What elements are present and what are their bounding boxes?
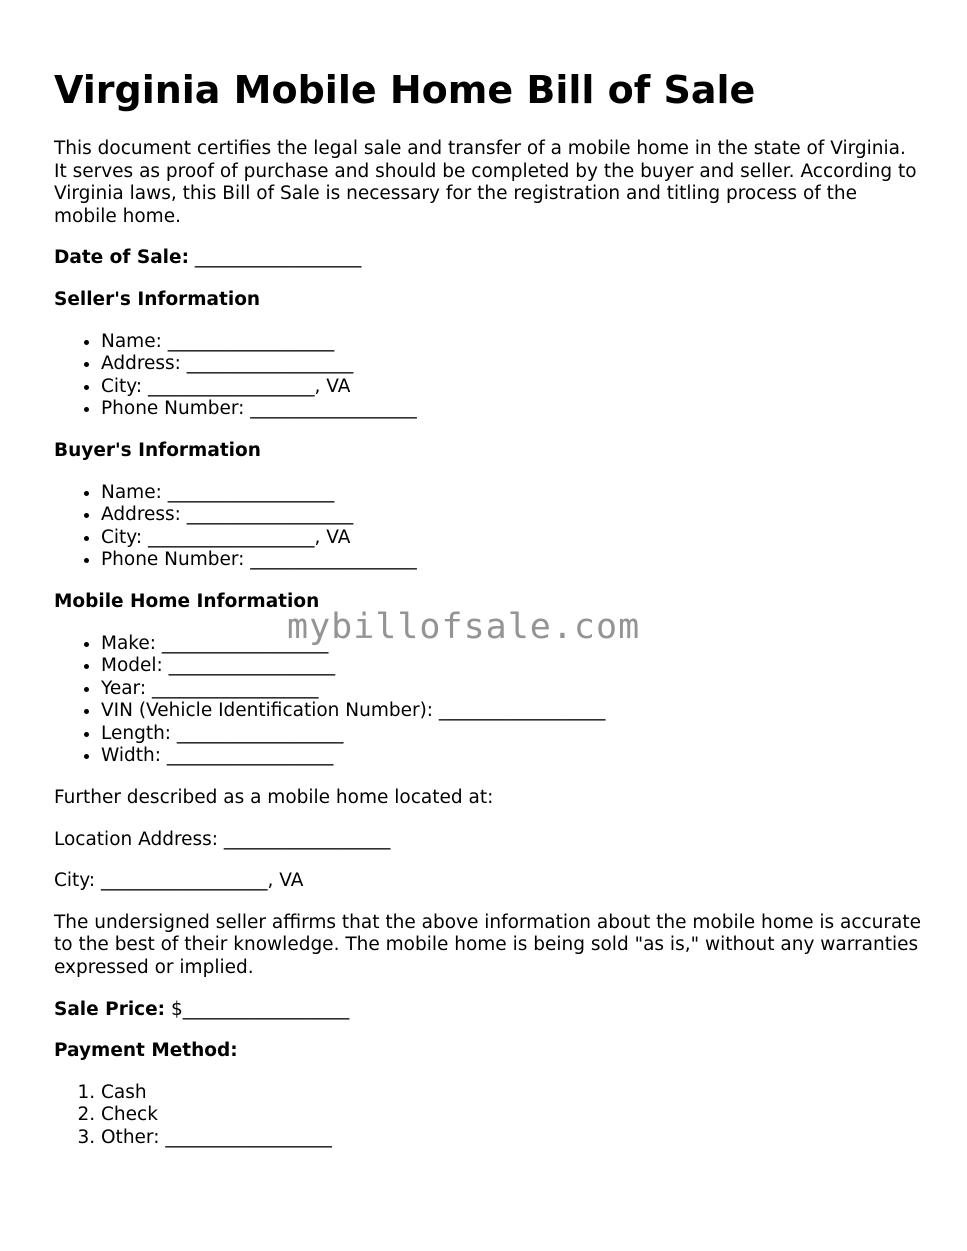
payment-method-list xyxy=(54,1082,924,1150)
watermark-text: mybillofsale.com xyxy=(287,607,641,647)
payment-option-cash: 1. Cash xyxy=(101,1082,924,1105)
seller-phone-field: • Phone Number: __________________ xyxy=(101,398,924,421)
make-field: • Make: __________________ xyxy=(101,633,924,656)
date-of-sale-blank: __________________ xyxy=(188,247,362,269)
buyer-city-field: • City: __________________, VA xyxy=(101,527,924,550)
payment-option-other: 3. Other: __________________ xyxy=(101,1127,924,1150)
seller-heading: Seller's Information xyxy=(54,288,261,310)
length-field: • Length: __________________ xyxy=(101,723,924,746)
mobile-home-heading: Mobile Home Information xyxy=(54,590,320,612)
year-field: • Year: __________________ xyxy=(101,678,924,701)
location-description: Further described as a mobile home located at: xyxy=(54,787,494,809)
intro-paragraph: This document certifies the legal sale and transfer of a mobile home in the state of Virginia. It serves as proof of purchase and should be completed by the buyer and seller. According to Virginia laws, this Bill of Sale is necessary for the registration and titling process of the mobile home. xyxy=(54,138,917,227)
sale-price-label: Sale Price: xyxy=(54,998,166,1020)
payment-option-check: 2. Check xyxy=(101,1104,924,1127)
date-of-sale-label: Date of Sale: xyxy=(54,247,189,269)
width-field: • Width: __________________ xyxy=(101,745,924,768)
seller-city-field: • City: __________________, VA xyxy=(101,376,924,399)
buyer-name-field: • Name: __________________ xyxy=(101,482,924,505)
buyer-heading: Buyer's Information xyxy=(54,439,261,461)
location-city-field: City: __________________, VA xyxy=(54,870,304,892)
sale-price-blank: $__________________ xyxy=(165,998,350,1020)
affirmation-paragraph: The undersigned seller affirms that the above information about the mobile home is accurate to the best of their knowledge. The mobile home is being sold "as is," without any warranties expressed or implied. xyxy=(54,911,921,979)
date-of-sale-line xyxy=(54,247,924,270)
payment-method-heading: Payment Method: xyxy=(54,1040,238,1062)
buyer-phone-field: • Phone Number: __________________ xyxy=(101,549,924,572)
seller-list xyxy=(54,331,924,421)
document-page xyxy=(54,66,924,1169)
seller-address-field: • Address: __________________ xyxy=(101,353,924,376)
buyer-list xyxy=(54,482,924,572)
buyer-address-field: • Address: __________________ xyxy=(101,504,924,527)
sale-price-line xyxy=(54,999,924,1022)
model-field: • Model: __________________ xyxy=(101,655,924,678)
document-title: Virginia Mobile Home Bill of Sale xyxy=(54,68,756,112)
location-address-field: Location Address: __________________ xyxy=(54,828,391,850)
mobile-home-list xyxy=(54,633,924,769)
seller-name-field: • Name: __________________ xyxy=(101,331,924,354)
vin-field: • VIN (Vehicle Identification Number): __________________ xyxy=(101,700,924,723)
